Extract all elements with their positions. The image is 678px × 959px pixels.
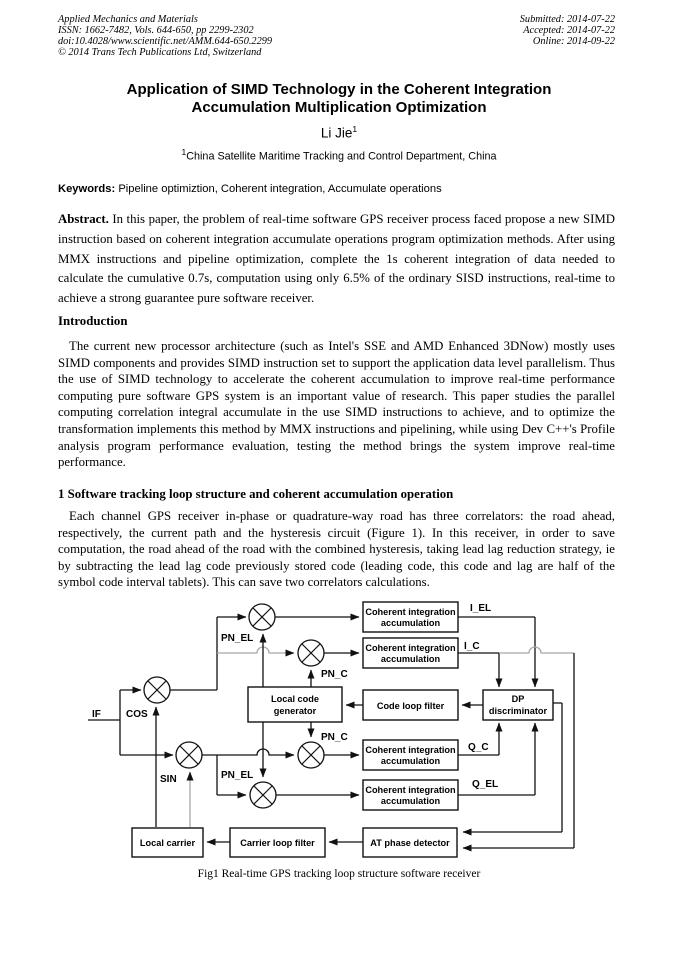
signal-label-i-el: I_EL [470, 603, 492, 614]
box-label: Local carrier [139, 838, 196, 848]
box-label: Coherent integration [365, 785, 456, 795]
author-name: Li Jie [320, 125, 353, 141]
paper-title-line1: Application of SIMD Technology in the Coherent Integration [126, 81, 552, 98]
coherent-integration-box-4 [363, 780, 458, 810]
box-label: generator [273, 706, 317, 716]
paper-title-line2: Accumulation Multiplication Optimization [191, 98, 487, 116]
journal-copyright: © 2014 Trans Tech Publications Ltd, Switzerland [58, 46, 262, 58]
affiliation-text: China Satellite Maritime Tracking and Control Department, China [186, 150, 497, 163]
box-label: discriminator [488, 706, 548, 716]
box-label: Coherent integration [365, 643, 456, 653]
affiliation-superscript: 1 [181, 147, 187, 157]
signal-label-if: IF [92, 709, 101, 720]
author-line [0, 124, 678, 141]
keywords-text: Pipeline optimiztion, Coherent integration, Accumulate operations [118, 183, 442, 195]
multiplier-icon [298, 640, 324, 666]
coherent-integration-box-3 [363, 740, 458, 770]
figure-1-diagram [0, 595, 678, 867]
figure-caption: Fig1 Real-time GPS tracking loop structure software receiver [197, 868, 481, 880]
keywords-label: Keywords: [58, 183, 116, 195]
signal-label-pn-el-top: PN_EL [221, 633, 254, 644]
box-label: accumulation [380, 618, 441, 628]
journal-doi: doi:10.4028/www.scientific.net/AMM.644-650.2299 [58, 35, 273, 47]
multiplier-icon [249, 604, 275, 630]
signal-label-pn-c-mid: PN_C [321, 732, 348, 743]
abstract-label: Abstract. [58, 212, 109, 226]
accepted-date: Accepted: 2014-07-22 [523, 24, 615, 36]
author-superscript: 1 [352, 124, 358, 134]
introduction-paragraph: The current new processor architecture (such as Intel's SSE and AMD Enhanced 3DNow) mostly uses SIMD components and provides SIMD instruction set to support the application data level parallelism. Thus the use of SIMD technology to accelerate the coherent accumulation to improve real-time performance computing pure software GPS system is an important value of research. This paper studies the parallel computing correlation integral accumulate in the use SIMD instructions to achieve, and to optimize the transformation implements this method by MMX instructions and pipelining, while using Dev C++'s Profile analysis program performance evaluation, testing the method brings the system improve real-time performance. [58, 339, 615, 470]
box-label: accumulation [380, 756, 441, 766]
multiplier-icon [176, 742, 202, 768]
local-carrier-box [132, 828, 203, 857]
box-label: DP [511, 694, 525, 704]
section-1-paragraph: Each channel GPS receiver in-phase or quadrature-way road has three correlators: the road ahead, respectively, the current path and the hysteresis circuit (Figure 1). In this receiver, in order to save computation, the road ahead of the road with the combined hysteresis, taking lead lag reduction strategy, ie by subtracting the lead lag code previously stored code (leading code, this code and lag are half of the symbol code interval tablets). This can save two correlators calculations. [58, 509, 615, 590]
box-label: Local code [271, 694, 319, 704]
submission-dates [520, 15, 615, 48]
paper-title [0, 81, 678, 116]
journal-name: Applied Mechanics and Materials [58, 14, 198, 25]
signal-label-q-el: Q_EL [472, 779, 499, 790]
code-loop-filter-box [363, 690, 458, 720]
box-label: accumulation [380, 654, 441, 664]
online-date: Online: 2014-09-22 [532, 35, 615, 47]
submitted-date: Submitted: 2014-07-22 [519, 14, 615, 25]
box-label: Code loop filter [376, 701, 445, 711]
journal-issn: ISSN: 1662-7482, Vols. 644-650, pp 2299-2302 [58, 24, 254, 36]
abstract-text: In this paper, the problem of real-time software GPS receiver process faced propose a new SIMD instruction based on coherent integration accumulate operations program optimization methods. After using MMX instructions and pipeline optimization, complete the 1s coherent integration of data needed to calculate the cumulative 0.7s, computation using only 6.5% of the ordinary SISD instructions, real-time to achieve a strong guarantee pure software receiver. [58, 212, 615, 306]
at-phase-detector-box [363, 828, 457, 857]
section-heading-introduction: Introduction [58, 314, 128, 328]
box-label: Carrier loop filter [240, 838, 315, 848]
section-heading-1: 1 Software tracking loop structure and coherent accumulation operation [58, 487, 454, 501]
signal-label-q-c: Q_C [468, 742, 489, 753]
dp-discriminator-box [483, 690, 553, 720]
multiplier-icon [144, 677, 170, 703]
local-code-generator-box [248, 687, 342, 722]
box-label: Coherent integration [365, 745, 456, 755]
coherent-integration-box-1 [363, 602, 458, 632]
signal-label-i-c: I_C [464, 641, 480, 652]
carrier-loop-filter-box [230, 828, 325, 857]
coherent-integration-box-2 [363, 638, 458, 668]
multiplier-icon [250, 782, 276, 808]
multiplier-icon [298, 742, 324, 768]
signal-label-sin: SIN [160, 774, 177, 785]
box-label: Coherent integration [365, 607, 456, 617]
signal-label-pn-el-bot: PN_EL [221, 770, 254, 781]
journal-header [58, 15, 272, 59]
box-label: AT phase detector [370, 838, 450, 848]
signal-label-pn-c-top: PN_C [321, 669, 348, 680]
affiliation-line [0, 147, 678, 163]
abstract-paragraph [58, 210, 615, 309]
signal-label-cos: COS [126, 709, 148, 720]
keywords-line [58, 183, 615, 195]
box-label: accumulation [380, 796, 441, 806]
